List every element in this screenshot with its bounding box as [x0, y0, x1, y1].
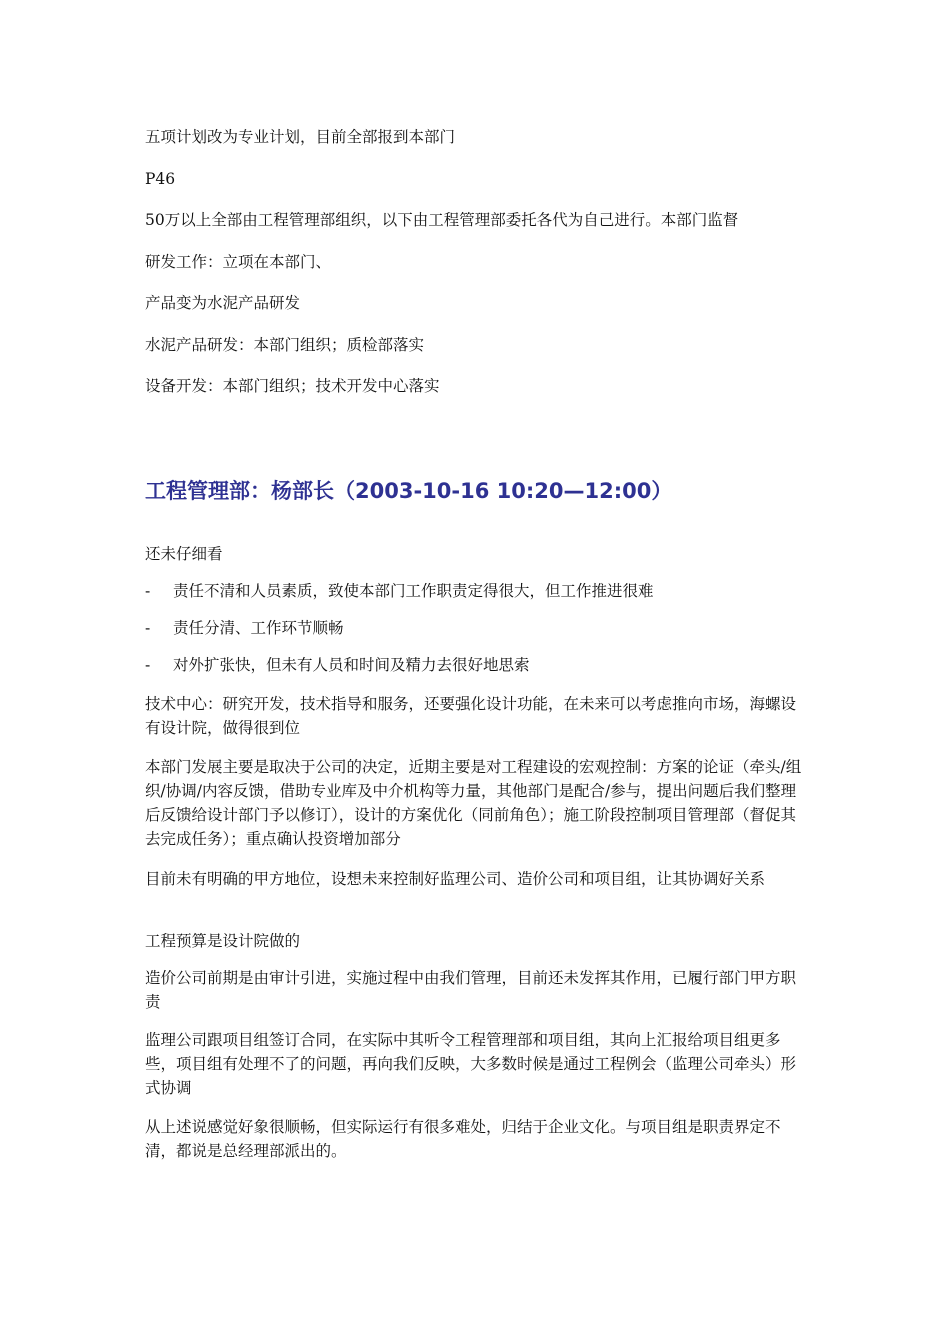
- paragraph: 设备开发：本部门组织；技术开发中心落实: [145, 377, 440, 395]
- paragraph: 水泥产品研发：本部门组织；质检部落实: [145, 336, 425, 354]
- bullet-marker: -: [145, 656, 151, 674]
- paragraph: 产品变为水泥产品研发: [145, 294, 301, 312]
- list-item-text: 责任不清和人员素质，致使本部门工作职责定得很大，但工作推进很难: [173, 582, 654, 600]
- paragraph: 监理公司跟项目组签订合同，在实际中其听令工程管理部和项目组，其向上汇报给项目组更多些，项目组有处理不了的问题，再向我们反映，大多数时候是通过工程例会（监理公司牵头）形式协调: [145, 1031, 797, 1097]
- paragraph: 技术中心：研究开发，技术指导和服务，还要强化设计功能，在未来可以考虑推向市场，海螺设有设计院，做得很到位: [145, 695, 797, 737]
- paragraph: 还未仔细看: [145, 545, 223, 563]
- paragraph: 五项计划改为专业计划，目前全部报到本部门: [145, 128, 456, 146]
- paragraph: 本部门发展主要是取决于公司的决定，近期主要是对工程建设的宏观控制：方案的论证（牵头/组织/协调/内容反馈，借助专业库及中介机构等力量，其他部门是配合/参与，提出问题后我们整理后反馈给设计部门予以修订），设计的方案优化（同前角色）；施工阶段控制项目管理部（督促其去完成任务）；重点确认投资增加部分: [145, 758, 802, 848]
- list-item: [145, 579, 810, 603]
- paragraph: 工程预算是设计院做的: [145, 932, 301, 950]
- list-item: [145, 616, 810, 640]
- list-item-text: 对外扩张快，但未有人员和时间及精力去很好地思索: [173, 656, 530, 674]
- bullet-marker: -: [145, 582, 151, 600]
- paragraph: 造价公司前期是由审计引进，实施过程中由我们管理，目前还未发挥其作用，已履行部门甲方职责: [145, 969, 797, 1011]
- bullet-marker: -: [145, 619, 151, 637]
- paragraph: 研发工作：立项在本部门、: [145, 253, 332, 271]
- paragraph: 从上述说感觉好象很顺畅，但实际运行有很多难处，归结于企业文化。与项目组是职责界定不清，都说是总经理部派出的。: [145, 1118, 781, 1160]
- list-item-text: 责任分清、工作环节顺畅: [173, 619, 344, 637]
- paragraph: P46: [145, 170, 176, 188]
- paragraph: 目前未有明确的甲方地位，设想未来控制好监理公司、造价公司和项目组，让其协调好关系: [145, 870, 766, 888]
- section-heading: 工程管理部：杨部长（2003-10-16 10:20—12:00）: [145, 479, 673, 503]
- list-item: [145, 653, 810, 677]
- paragraph: 50万以上全部由工程管理部组织，以下由工程管理部委托各代为自己进行。本部门监督: [145, 211, 739, 229]
